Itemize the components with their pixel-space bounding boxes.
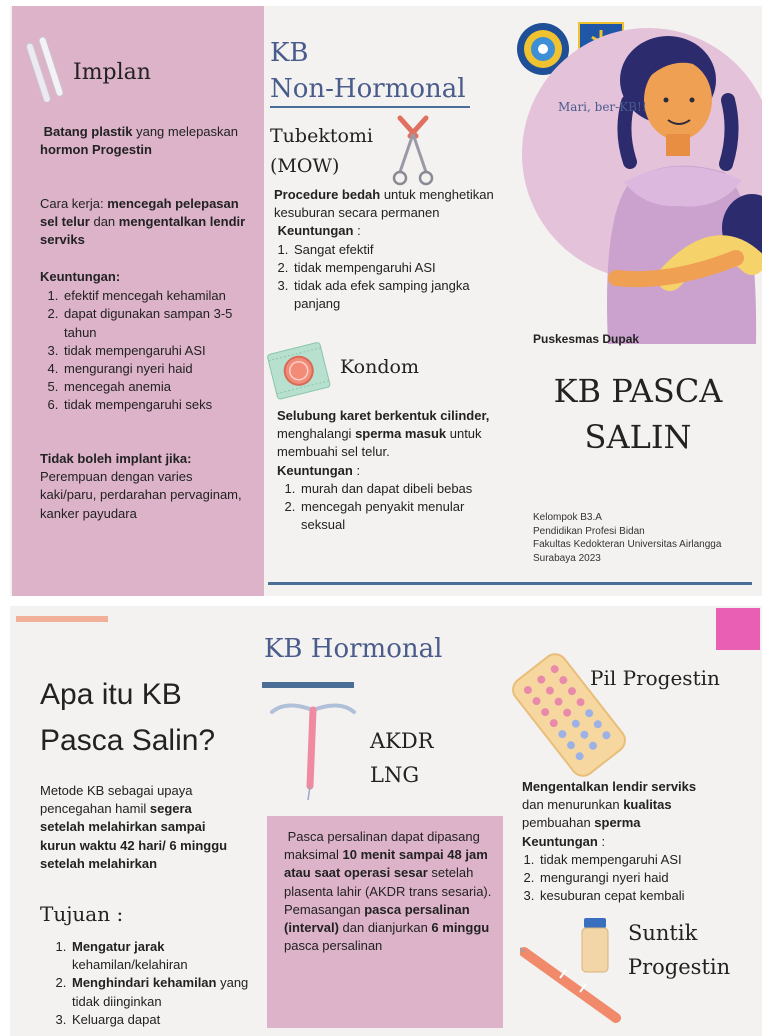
cover-slogan: Mari, ber-KB!! bbox=[558, 100, 647, 114]
pil-progestin-description: Mengentalkan lendir serviks dan menurunkan kualitas pembuahan sperma Keuntungan : 1. tidak mempengaruhi ASI 2. mengurangi nyeri haid 3. kesuburan cepat kembali bbox=[522, 778, 742, 905]
list-item: 2. dapat digunakan sampan 3-5 tahun bbox=[62, 305, 250, 341]
list-item: 3. Keluarga dapat bbox=[70, 1011, 250, 1029]
list-item: 2. mencegah penyakit menular seksual bbox=[299, 498, 497, 534]
list-item: 2. Menghindari kehamilan yang tidak diinginkan bbox=[70, 974, 250, 1010]
syringe-vial-icon bbox=[520, 914, 628, 1024]
list-item: 3. tidak ada efek samping jangka panjang bbox=[292, 277, 494, 313]
accent-bar-salmon bbox=[16, 616, 108, 622]
kb-non-hormonal-title: KB Non-Hormonal bbox=[270, 38, 466, 104]
brochure-credits: Kelompok B3.A Pendidikan Profesi Bidan Fakultas Kedokteran Universitas Airlangga Surabaya 2023 bbox=[533, 512, 722, 564]
kb-hormonal-title: KB Hormonal bbox=[264, 634, 443, 664]
implan-description: Batang plastik yang melepaskan hormon Progestin bbox=[40, 124, 238, 158]
surgical-scissors-icon bbox=[386, 114, 440, 190]
list-item: 2. tidak mempengaruhi ASI bbox=[292, 259, 494, 277]
list-item: 3. kesuburan cepat kembali bbox=[538, 887, 742, 905]
breastfeeding-mother-illustration bbox=[520, 22, 762, 344]
hormonal-divider bbox=[262, 682, 354, 688]
tujuan-title: Tujuan : bbox=[40, 902, 124, 926]
list-item: 6. tidak mempengaruhi seks bbox=[62, 396, 250, 414]
list-item: 1. Sangat efektif bbox=[292, 241, 494, 259]
suntik-progestin-title: Suntik Progestin bbox=[628, 921, 731, 979]
kondom-title: Kondom bbox=[340, 356, 419, 378]
list-item: 1. tidak mempengaruhi ASI bbox=[538, 851, 742, 869]
tujuan-list bbox=[50, 938, 250, 1029]
list-item: 1. Mengatur jarak kehamilan/kelahiran bbox=[70, 938, 250, 974]
akdr-lng-title: AKDR LNG bbox=[370, 729, 434, 787]
implan-title: Implan bbox=[73, 60, 151, 85]
puskesmas-name: Puskesmas Dupak bbox=[533, 332, 640, 346]
implan-keuntungan bbox=[40, 268, 250, 415]
kondom-description: Selubung karet berkentuk cilinder, menghalangi sperma masuk untuk membuahi sel telur. Keuntungan : 1. murah dan dapat dibeli bebas 2. mencegah penyakit menular seksual bbox=[277, 407, 497, 534]
list-item: 4. mengurangi nyeri haid bbox=[62, 360, 250, 378]
list-item: 1. efektif mencegah kehamilan bbox=[62, 287, 250, 305]
list-item: 5. mencegah anemia bbox=[62, 378, 250, 396]
implan-keuntungan-title: Keuntungan: bbox=[40, 269, 121, 284]
list-item: 1. murah dan dapat dibeli bebas bbox=[299, 480, 497, 498]
tubektomi-title: Tubektomi (MOW) bbox=[270, 125, 373, 177]
condom-package-icon bbox=[262, 342, 334, 402]
iud-device-icon bbox=[266, 696, 360, 804]
pil-progestin-title: Pil Progestin bbox=[590, 666, 720, 690]
akdr-info-text: Pasca persalinan dapat dipasang maksimal 10 menit sampai 48 jam atau saat operasi sesar setelah plasenta lahir (AKDR trans sesaria). Pemasangan pasca persalinan (interval) dan dianjurkan 6 minggu pasca persalinan bbox=[284, 829, 492, 954]
apa-itu-title: Apa itu KB Pasca Salin? bbox=[40, 678, 216, 757]
list-item: 2. mengurangi nyeri haid bbox=[538, 869, 742, 887]
brochure-title: KB PASCA SALIN bbox=[553, 372, 723, 456]
list-item: 3. tidak mempengaruhi ASI bbox=[62, 342, 250, 360]
page1-bottom-bar bbox=[268, 582, 752, 585]
title-divider bbox=[270, 106, 470, 108]
implan-kontraindikasi: Tidak boleh implant jika: Perempuan dengan varies kaki/paru, perdarahan pervaginam, kanker payudara bbox=[40, 451, 242, 521]
tubektomi-description: Procedure bedah untuk menghetikan kesuburan secara permanen Keuntungan : 1. Sangat efektif 2. tidak mempengaruhi ASI 3. tidak ada efek samping jangka panjang bbox=[274, 186, 494, 313]
implan-cara-kerja: Cara kerja: mencegah pelepasan sel telur dan mengentalkan lendir serviks bbox=[40, 196, 246, 248]
apa-itu-description: Metode KB sebagai upaya pencegahan hamil segera setelah melahirkan sampai kurun waktu 42 hari/ 6 minggu setelah melahirkan bbox=[40, 783, 228, 871]
implant-rods-icon bbox=[26, 34, 74, 102]
accent-square-magenta bbox=[716, 608, 760, 650]
